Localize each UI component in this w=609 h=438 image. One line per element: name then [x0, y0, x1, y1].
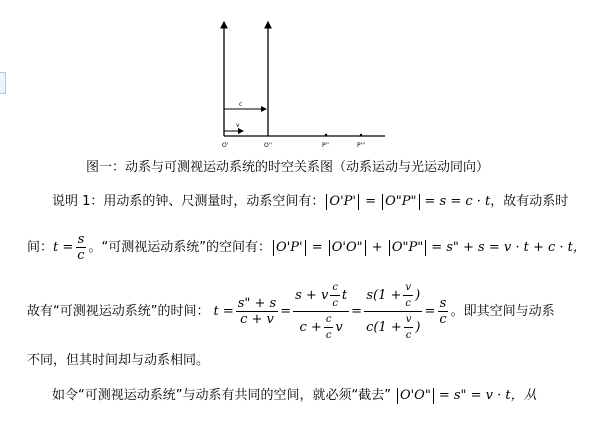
line3-prefix: 故有“可测视运动系统”的时间： [27, 303, 210, 319]
line2-tail: = s" + s = v · t + c · t， [431, 239, 586, 255]
p-prime-point [325, 134, 327, 136]
abs-bar [329, 240, 330, 256]
inner-denominator: c [332, 298, 338, 309]
fraction-denominator [364, 312, 422, 343]
inner-denominator: c [405, 298, 412, 309]
term: c(1 + [366, 320, 402, 335]
fraction-numerator: s [439, 296, 447, 311]
abs-bar [419, 194, 420, 210]
line1-eq-b: O"P" [385, 194, 417, 209]
line-1: 说明 1：用动系的钟、尺测量时，动系空间有： O'P' = O"P" = s = c · t ，故有动系时 [52, 194, 569, 209]
line5-tail: = s" = v · t，从 [438, 388, 537, 403]
line1-eq-a: O'P' [329, 194, 356, 209]
fraction-4 [437, 296, 448, 327]
line3-t: t = [213, 303, 234, 319]
term: c + [299, 320, 322, 335]
p-tprime-label: P''' [357, 142, 366, 149]
abs-bar [433, 388, 434, 404]
term: t [341, 288, 348, 303]
fraction-denominator: c + v [240, 312, 274, 327]
line5-prefix: 如令“可测视运动系统”与动系有共同的空间，就必须“截去” [52, 388, 391, 403]
fraction-denominator: c [439, 312, 447, 327]
abs-bar [425, 240, 426, 256]
inner-fraction [330, 280, 340, 311]
fraction-numerator [293, 280, 349, 312]
abs-bar [389, 240, 390, 256]
abs-bar [273, 240, 274, 256]
term: s(1 + [366, 288, 402, 303]
inner-numerator: c [330, 280, 340, 296]
p-prime-label: P'' [322, 142, 329, 149]
line2-a: O'P' [276, 239, 303, 255]
abs-bar [305, 240, 306, 256]
line-2: 间： t = $\frac{s}{c}$ 。“可测视运动系统”的空间有： O'P' = O'O" + O"P" = s" + s = v · t + c · t， [27, 232, 586, 263]
fraction-denominator: c [77, 248, 85, 263]
inner-numerator: c [324, 312, 334, 328]
spacetime-diagram [210, 16, 390, 152]
inner-fraction [403, 280, 413, 311]
line1-prefix: 说明 1：用动系的钟、尺测量时，动系空间有： [52, 194, 325, 209]
fraction-numerator: s [77, 232, 85, 247]
inner-numerator: v [404, 312, 414, 328]
abs-bar [358, 194, 359, 210]
page-edge-marker [0, 72, 6, 94]
line2-t: t = [53, 239, 74, 255]
fraction-numerator: s" + s [237, 296, 277, 311]
fraction-s-over-c [75, 232, 86, 263]
line1-suffix: ，故有动系时 [490, 194, 569, 209]
term: ) [415, 288, 421, 303]
inner-denominator: c [325, 330, 332, 341]
line-3: 故有“可测视运动系统”的时间： t = $\frac{s" + s}{c + v}$ = s + v $\frac{c}{c}$ t c + $\frac{c}{c}$ v = s(1 + $\frac{v}{c}$ ) c(1 + $\frac{v}{c}$ ) = $\frac{s}{c}$ 。即其空间与动系 [27, 282, 555, 341]
line2-c2: O"P" [391, 239, 424, 255]
inner-numerator: v [403, 280, 413, 296]
abs-bar [382, 194, 383, 210]
v-label: v [236, 122, 240, 129]
line2-mid: 。“可测视运动系统”的空间有： [88, 239, 272, 255]
term: ) [415, 320, 421, 335]
o-dprime-label: O'' [264, 142, 273, 149]
abs-bar [397, 388, 398, 404]
line5-eq: O'O" [399, 388, 431, 403]
p-tprime-point [360, 134, 362, 136]
line3-suffix: 。即其空间与动系 [450, 303, 555, 319]
fraction-2 [293, 280, 349, 343]
o-prime-label: O' [222, 142, 229, 149]
fraction-numerator [364, 280, 422, 312]
fraction-1 [236, 296, 278, 327]
inner-fraction [324, 312, 334, 343]
line-4: 不同，但其时间却与动系相同。 [27, 353, 210, 368]
abs-bar [326, 194, 327, 210]
term: v [335, 320, 343, 335]
inner-denominator: c [405, 330, 412, 341]
line1-eq-c: = s = c · t [424, 194, 491, 209]
figure-caption: 图一：动系与可测视运动系统的时空关系图（动系运动与光运动同向） [86, 160, 490, 175]
inner-fraction [404, 312, 414, 343]
term: s + v [295, 288, 329, 303]
fraction-3 [364, 280, 422, 343]
abs-bar [365, 240, 366, 256]
line-5 [52, 388, 537, 404]
line2-prefix: 间： [27, 239, 54, 255]
fraction-denominator [298, 312, 345, 343]
line2-b: O'O" [331, 239, 363, 255]
c-label: c [239, 101, 243, 108]
